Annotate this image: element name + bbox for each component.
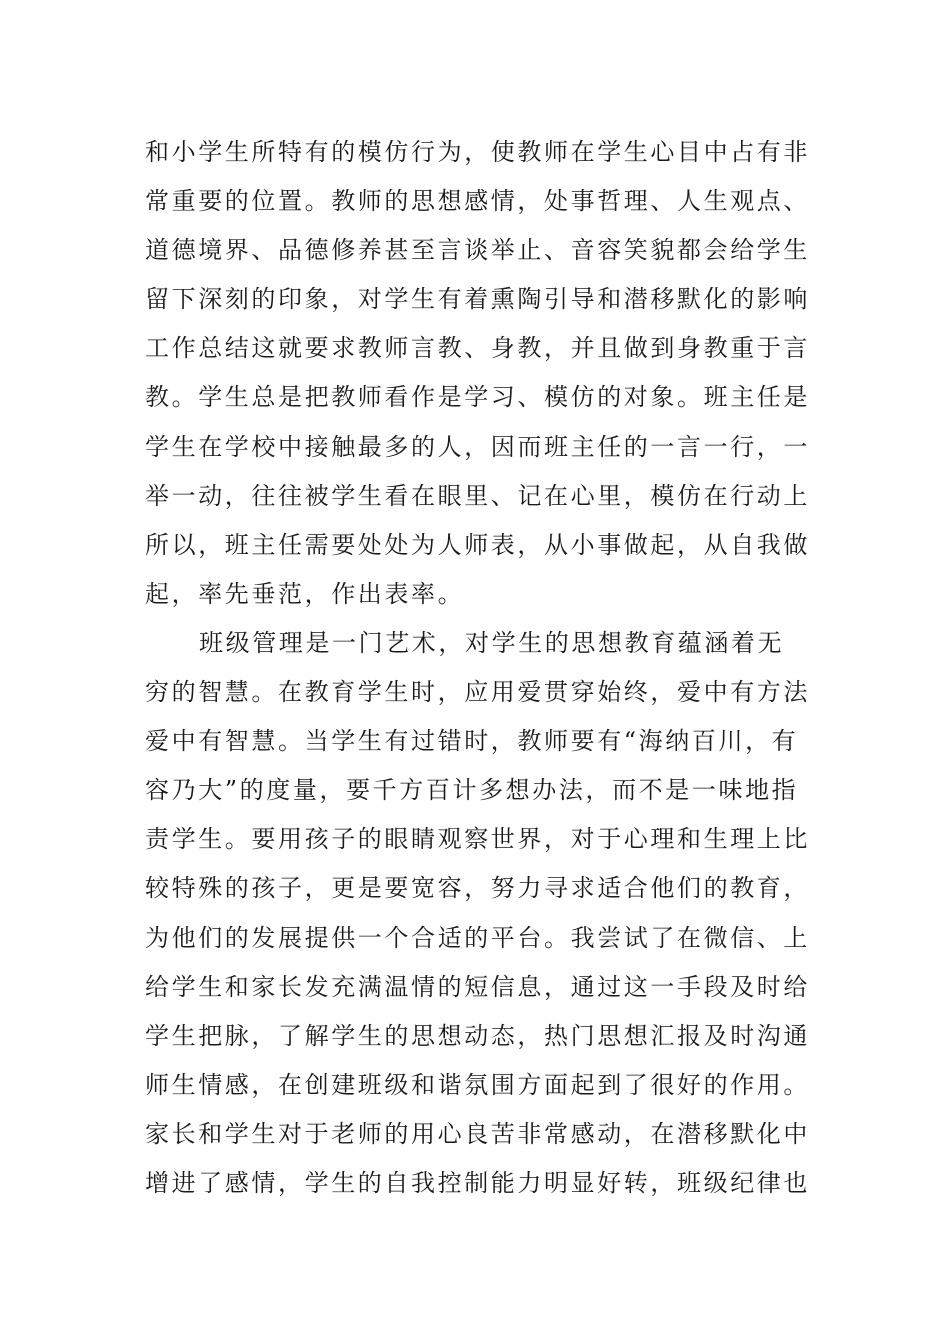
text-line: 道德境界、品德修养甚至言谈举止、音容笑貌都会给学生 <box>145 236 810 265</box>
body-text <box>145 128 815 1208</box>
text-line: 留下深刻的印象，对学生有着熏陶引导和潜移默化的影响 <box>145 285 810 314</box>
text-line: 起，率先垂范，作出表率。 <box>145 579 465 608</box>
text-line: 容乃大”的度量，要千方百计多想办法，而不是一味地指 <box>145 776 799 805</box>
text-line: 举一动，往往被学生看在眼里、记在心里，模仿在行动上 <box>145 481 810 510</box>
text-line: 穷的智慧。在教育学生时，应用爱贯穿始终，爱中有方法 <box>145 678 810 707</box>
text-line: 较特殊的孩子，更是要宽容，努力寻求适合他们的教育， <box>145 874 810 903</box>
text-line: 爱中有智慧。当学生有过错时，教师要有“海纳百川，有 <box>145 727 799 756</box>
text-line: 学生在学校中接触最多的人，因而班主任的一言一行，一 <box>145 432 810 461</box>
text-line: 常重要的位置。教师的思想感情，处事哲理、人生观点、 <box>145 187 810 216</box>
text-line: 家长和学生对于老师的用心良苦非常感动，在潜移默化中 <box>145 1119 810 1148</box>
text-line: 师生情感，在创建班级和谐氛围方面起到了很好的作用。 <box>145 1070 810 1099</box>
text-line: 所以，班主任需要处处为人师表，从小事做起，从自我做 <box>145 530 810 559</box>
text-line: 和小学生所特有的模仿行为，使教师在学生心目中占有非 <box>145 138 810 166</box>
text-line: 学生把脉，了解学生的思想动态，热门思想汇报及时沟通 <box>145 1021 810 1050</box>
text-line: 教。学生总是把教师看作是学习、模仿的对象。班主任是 <box>145 383 810 412</box>
text-line: 工作总结这就要求教师言教、身教，并且做到身教重于言 <box>145 334 810 363</box>
paragraph-start-line: 班级管理是一门艺术，对学生的思想教育蕴涵着无 <box>199 628 785 657</box>
text-line: 给学生和家长发充满温情的短信息，通过这一手段及时给 <box>145 972 810 1001</box>
text-line: 增进了感情，学生的自我控制能力明显好转，班级纪律也 <box>145 1168 810 1197</box>
text-line: 为他们的发展提供一个合适的平台。我尝试了在微信、上 <box>145 923 810 952</box>
text-line: 责学生。要用孩子的眼睛观察世界，对于心理和生理上比 <box>145 825 810 854</box>
